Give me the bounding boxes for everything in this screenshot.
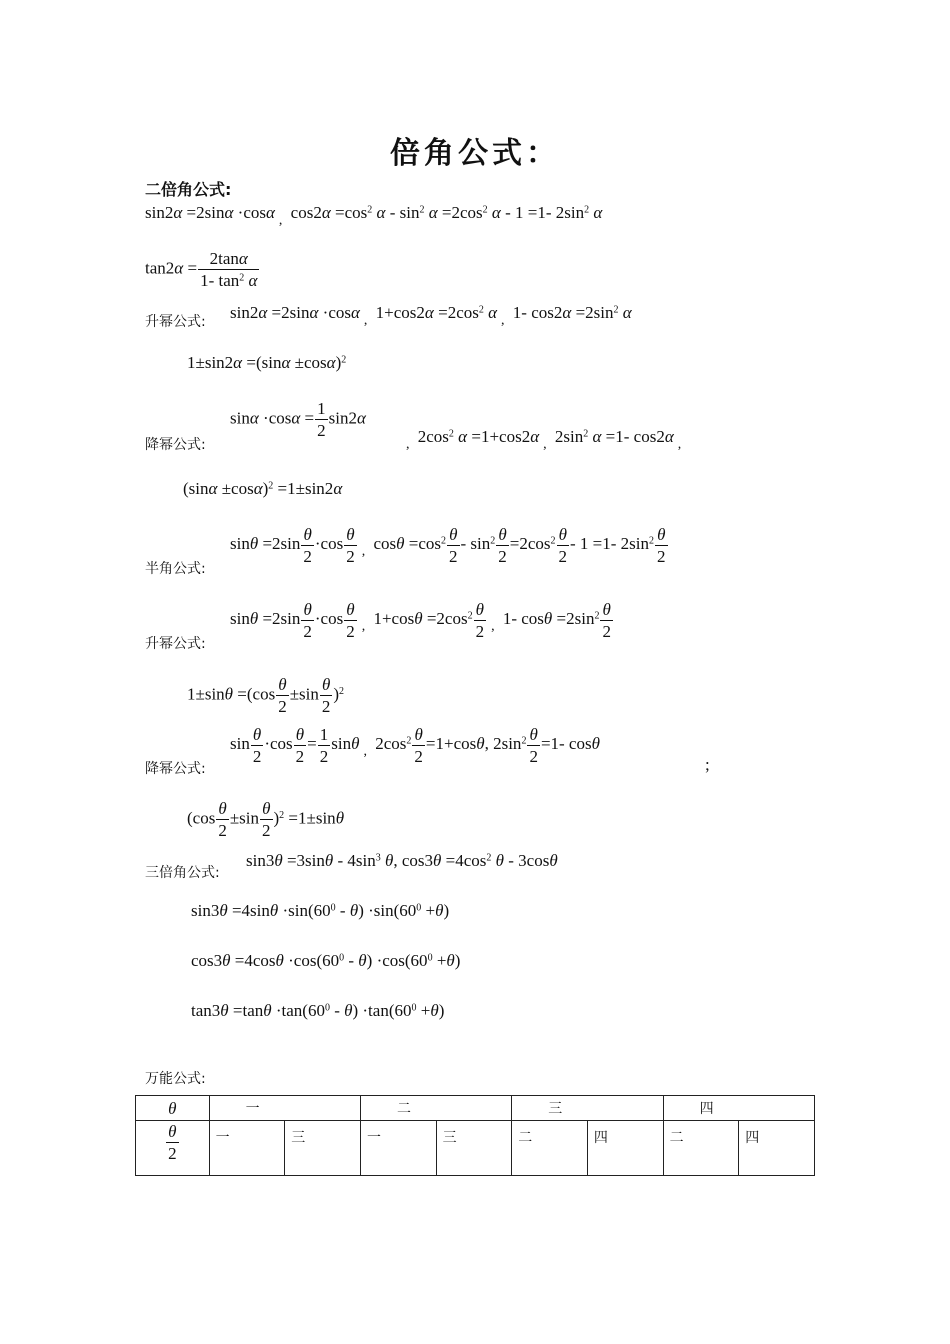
table-cell: 四 [587, 1121, 663, 1176]
formula-h1: sinθ =2sin $\frac{\theta}{2}$ ·cos $\frac{\theta}{2}$ [230, 525, 355, 566]
table-cell: 二 [663, 1121, 739, 1176]
section-raise-power-1: 升幂公式: [145, 314, 206, 330]
formula-d3: tan2α = $\frac{2\tan\alpha}{1- \tan^2 \alpha}$ [145, 249, 258, 290]
comma: , [501, 313, 505, 328]
formula-ll2: $2\cos^2$ $\frac{\theta}{2}$ =1+cosθ, $2\sin^2$ $\frac{\theta}{2}$ =1- cosθ [375, 725, 600, 766]
table-cell: 三 [512, 1096, 663, 1121]
formula-lower-power-1 [402, 428, 685, 452]
comma: , [677, 437, 682, 452]
formula-raise-power-1 [230, 304, 632, 328]
table-header-theta: θ [136, 1096, 210, 1121]
formula-t1: $\sin 3\theta =3\sin\theta - 4\sin^3$ θ, $\cos 3\theta =4\cos^2$ θ - 3cosθ [246, 851, 558, 870]
page-title: 倍角公式： [390, 136, 560, 171]
quadrant-table [135, 1095, 815, 1176]
formula-r4: $1\pm\sin 2\alpha =(\sin\alpha \pm\cos\alpha)^2$ [187, 353, 347, 372]
section-double-angle: 二倍角公式: [145, 180, 232, 199]
table-cell: 四 [663, 1096, 814, 1121]
formula-d1: sin2α =2sinα ·cosα [145, 203, 275, 222]
formula-r1: sin2α =2sinα ·cosα [230, 303, 360, 322]
comma: , [543, 437, 547, 452]
formula-t4: $\tan 3\theta =\tan\theta \cdot\tan(60^0 - \theta) \cdot\tan(60^0 +\theta)$ [191, 1001, 445, 1020]
formula-half-angle [230, 526, 669, 565]
comma: , [363, 744, 367, 760]
semicolon: ; [705, 755, 710, 774]
table-header-half-theta: $\frac{\theta}{2}$ [136, 1121, 210, 1176]
formula-r3: 1- $\cos 2\alpha =2\sin^2$ α [512, 303, 632, 322]
table-cell: 一 [360, 1121, 436, 1176]
comma: , [363, 313, 368, 328]
formula-rr4: 1±sinθ =(cos $\frac{\theta}{2}$ ±sin $\frac{\theta}{2}$ )$^2$ [187, 675, 345, 716]
comma: , [278, 213, 283, 228]
section-lower-power-2: 降幂公式: [145, 761, 206, 777]
section-raise-power-2: 升幂公式: [145, 636, 206, 652]
comma: , [406, 437, 410, 452]
table-row [136, 1121, 815, 1176]
formula-l1: sinα ·cosα = $\frac{1}{2}$ sin2α [230, 399, 366, 440]
formula-lower-power-2 [230, 726, 600, 765]
formula-r2: $1+\cos 2\alpha =2\cos^2$ α [375, 303, 498, 322]
formula-l3: $2\sin^2$ α =1- cos2α [554, 427, 674, 446]
table-cell: 三 [285, 1121, 361, 1176]
section-triple-angle: 三倍角公式: [145, 865, 220, 881]
section-lower-power-1: 降幂公式: [145, 437, 206, 453]
formula-rr1: sinθ =2sin $\frac{\theta}{2}$ ·cos $\frac{\theta}{2}$ [230, 600, 355, 641]
table-cell: 三 [436, 1121, 512, 1176]
comma: , [491, 619, 495, 635]
table-cell: 二 [512, 1121, 588, 1176]
formula-rr2: $1+\cos\theta =2\cos^2$ $\frac{\theta}{2}$ [373, 600, 485, 641]
formula-t2: $\sin 3\theta =4\sin\theta \cdot\sin(60^0 - \theta) \cdot\sin(60^0 +\theta)$ [191, 901, 450, 920]
table-cell: 二 [360, 1096, 511, 1121]
formula-t3: $\cos 3\theta =4\cos\theta \cdot\cos(60^0 - \theta) \cdot\cos(60^0 +\theta)$ [191, 951, 461, 970]
formula-ll3: (cos $\frac{\theta}{2}$ ±sin $\frac{\theta}{2}$ )$^2$ =1±sinθ [187, 799, 345, 840]
table-cell: 一 [209, 1121, 285, 1176]
table-cell: 一 [209, 1096, 360, 1121]
formula-l4: $(\sin\alpha \pm\cos\alpha)^2 =1\pm\sin 2\alpha$ [183, 479, 343, 498]
formula-ll1: sin $\frac{\theta}{2}$ ·cos $\frac{\theta}{2}$ = $\frac{1}{2}$ sinθ [230, 725, 360, 766]
section-universal: 万能公式: [145, 1071, 206, 1087]
formula-h2: $\cos\theta =\cos^2$ $\frac{\theta}{2}$ - $\sin^2$ $\frac{\theta}{2}$ $=2\cos^2$ $\frac{\theta}{2}$ - 1 =1- $2\sin^2$ $\frac{\theta}{2}$ [373, 525, 666, 566]
table-cell: 四 [739, 1121, 815, 1176]
table-row [136, 1096, 815, 1121]
formula-raise-power-2 [230, 601, 614, 640]
formula-double-angle-sin-cos [145, 204, 602, 228]
formula-d2: $\cos 2\alpha =\cos^2$ $\alpha - \sin^2 \alpha =2\cos^2$ α - 1 =1- $2\sin^2$ α [290, 203, 603, 222]
formula-rr3: 1- $\cos\theta =2\sin^2$ $\frac{\theta}{2}$ [502, 600, 611, 641]
formula-l2: $2\cos^2$ α =1+cos2α [417, 427, 540, 446]
comma: , [361, 619, 366, 635]
comma: , [361, 544, 366, 560]
section-half-angle: 半角公式: [145, 561, 206, 577]
